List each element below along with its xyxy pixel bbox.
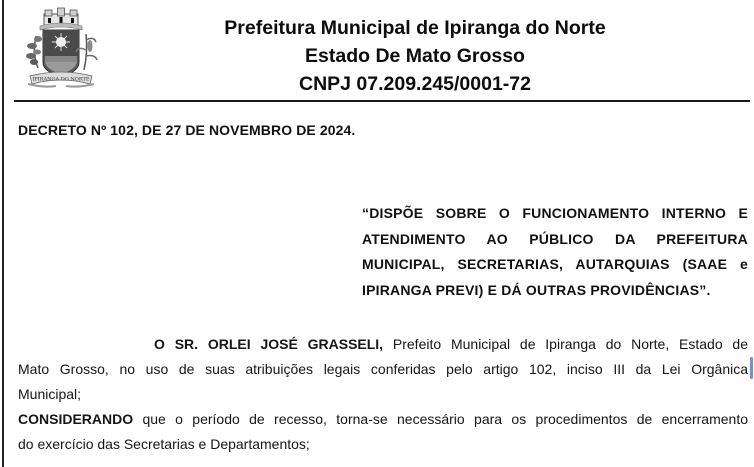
page-left-border — [2, 0, 4, 467]
decree-body — [18, 332, 748, 457]
svg-text:IPIRANGA DO NORTE: IPIRANGA DO NORTE — [32, 76, 90, 83]
decree-title: DECRETO Nº 102, DE 27 DE NOVEMBRO DE 2024. — [18, 122, 356, 138]
state-name: Estado De Mato Grosso — [305, 45, 525, 67]
considerando-keyword: CONSIDERANDO — [18, 411, 134, 427]
paragraph-line — [18, 332, 748, 357]
considerando-text: que o período de recesso, torna-se necessário para os procedimentos de encerramento — [133, 411, 748, 427]
document-letterhead — [200, 14, 630, 98]
ementa-line: IPIRANGA PREVI) E DÁ OUTRAS PROVIDÊNCIAS”. — [362, 281, 711, 298]
cnpj-number: CNPJ 07.209.245/0001-72 — [298, 73, 531, 95]
paragraph-line: Mato Grosso, no uso de suas atribuições legais conferidas pelo artigo 102, inciso III da Lei Orgânica — [18, 361, 748, 377]
ementa-line: MUNICIPAL, SECRETARIAS, AUTARQUIAS (SAAE e — [362, 256, 748, 272]
considerando-paragraph — [18, 407, 748, 457]
preamble-text: Prefeito Municipal de Ipiranga do Norte, Estado de — [383, 336, 748, 352]
ementa-line: ATENDIMENTO AO PÚBLICO DA PREFEITURA — [362, 230, 748, 247]
ementa-line: “DISPÕE SOBRE O FUNCIONAMENTO INTERNO E — [362, 205, 748, 221]
decree-ementa — [362, 201, 748, 303]
municipal-coat-of-arms-icon — [18, 6, 104, 92]
municipality-name: Prefeitura Municipal de Ipiranga do Norte — [224, 17, 606, 39]
paragraph-line: Municipal; — [18, 386, 82, 402]
preamble-paragraph — [18, 332, 748, 407]
mayor-name: O SR. ORLEI JOSÉ GRASSELI, — [154, 336, 384, 352]
header-divider — [14, 100, 750, 102]
paragraph-line — [18, 407, 748, 432]
paragraph-line: do exercício das Secretarias e Departamentos; — [18, 436, 310, 452]
page-edge-marker — [750, 357, 753, 379]
